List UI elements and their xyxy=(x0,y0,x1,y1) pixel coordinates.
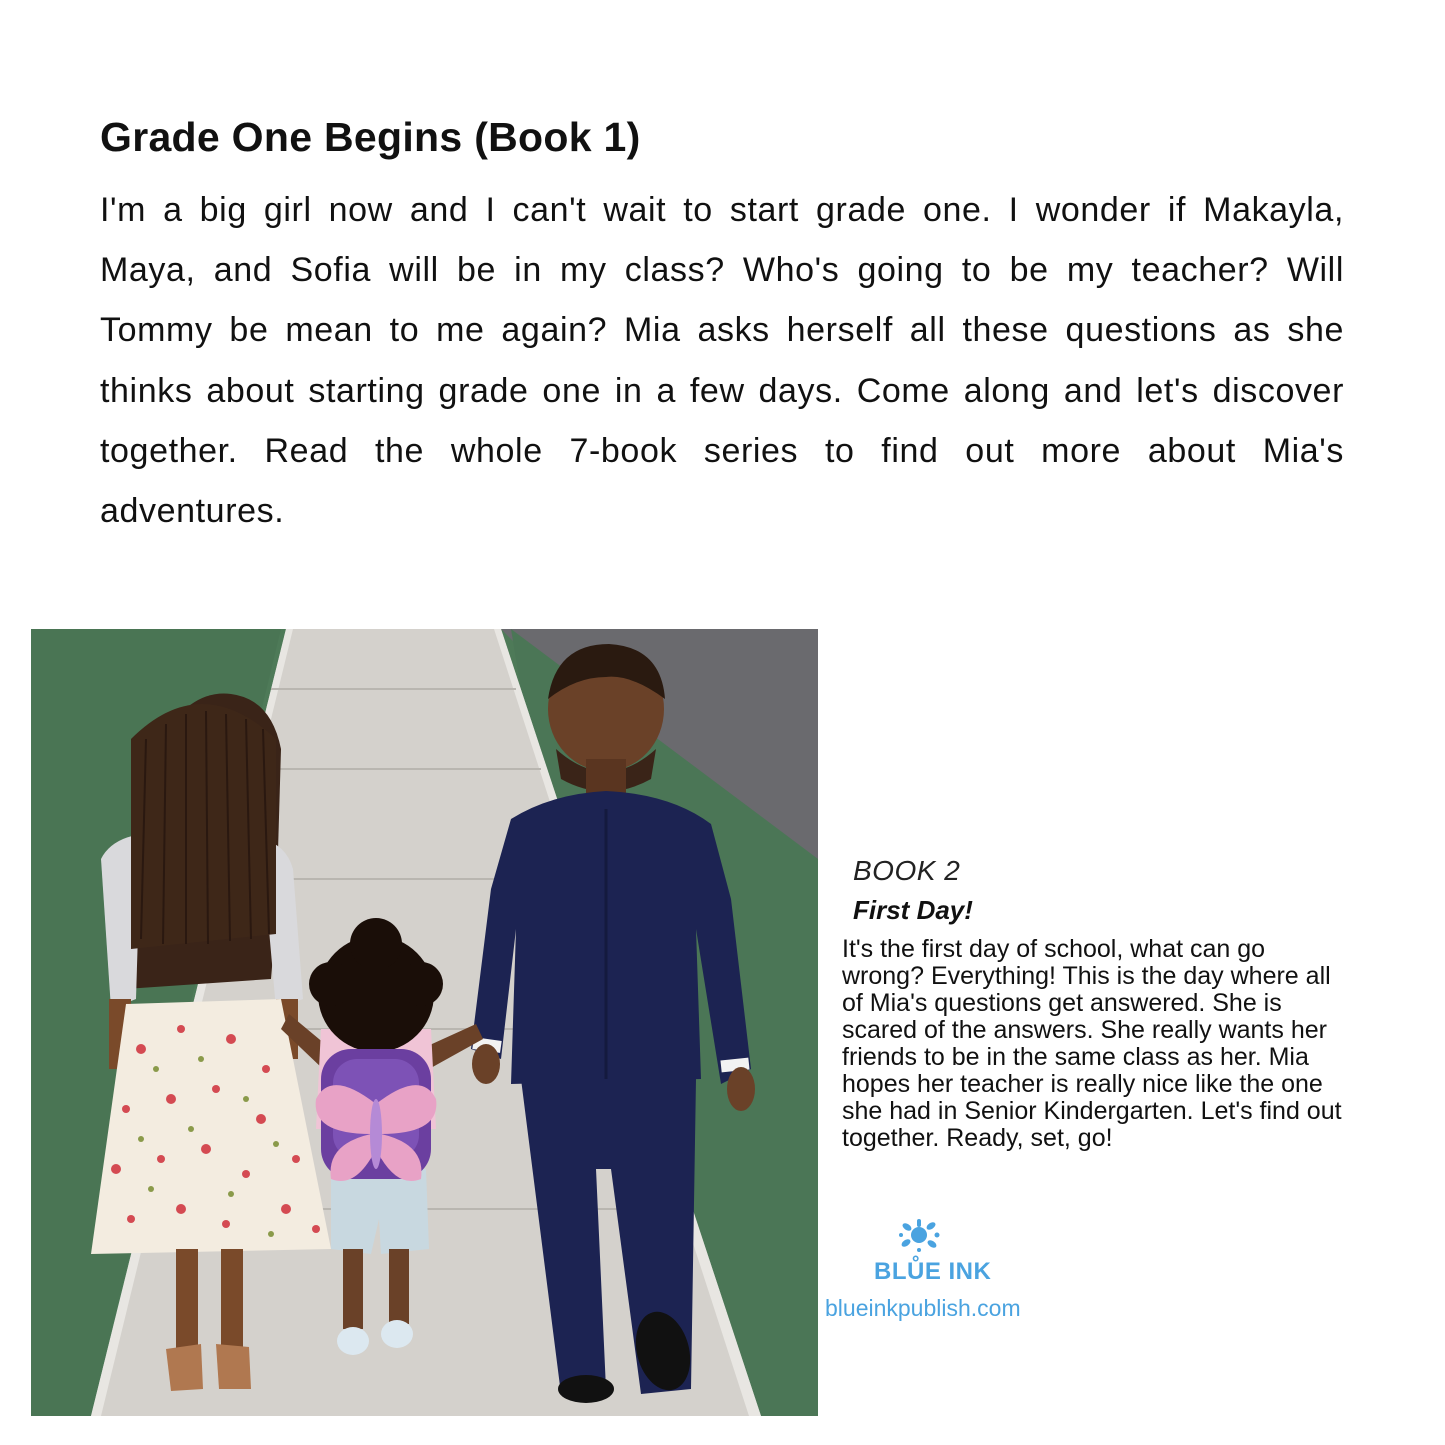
book1-description: I'm a big girl now and I can't wait to start grade one. I wonder if Makayla, Maya, and Sofia will be in my class? Who's going to be my teacher? Will Tommy be mean to me again? Mia asks herself all these questions as she thinks about starting grade one in a few days. Come along and let's discover together. Read the whole 7-book series to find out more about Mia's adventures. xyxy=(100,191,1344,531)
publisher-logo xyxy=(820,1215,1060,1330)
book1-title: Grade One Begins (Book 1) xyxy=(100,114,641,160)
ink-splash-icon xyxy=(897,1217,941,1253)
book-cover-illustration xyxy=(31,629,818,1416)
family-walking-illustration xyxy=(31,629,818,1416)
book2-title: First Day! xyxy=(853,895,973,925)
publisher-name: BLŮE INK xyxy=(874,1258,992,1285)
book2-label: BOOK 2 xyxy=(853,855,961,886)
book2-description: It's the first day of school, what can go wrong? Everything! This is the day where all of Mia's questions get answered. She is scared of the answers. She really wants her friends to be in the same class as her. Mia hopes her teacher is really nice like the one she had in Senior Kindergarten. Let's find out together. Ready, set, go! xyxy=(842,935,1342,1152)
publisher-url[interactable]: blueinkpublish.com xyxy=(825,1295,1021,1321)
